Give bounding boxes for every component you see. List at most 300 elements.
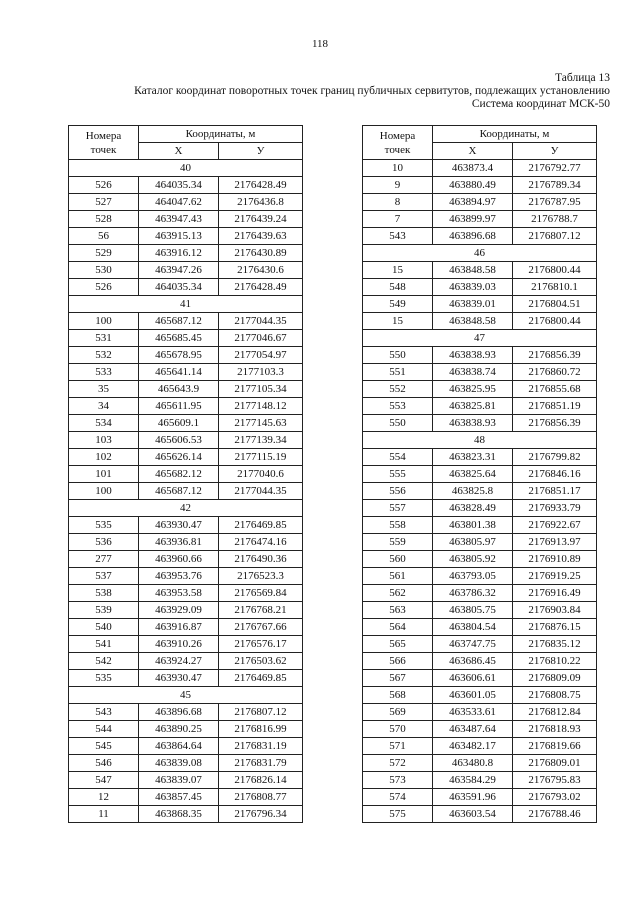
- point-number: 539: [69, 602, 139, 619]
- group-number: 40: [69, 160, 303, 177]
- table-row: [69, 789, 303, 806]
- point-number: 540: [69, 619, 139, 636]
- x-coordinate: 463916.87: [139, 619, 219, 636]
- y-coordinate: 2176792.77: [513, 160, 597, 177]
- table-row: [363, 721, 597, 738]
- x-coordinate: 463804.54: [433, 619, 513, 636]
- y-header: У: [513, 143, 597, 160]
- point-number: 526: [69, 279, 139, 296]
- x-coordinate: 465641.14: [139, 364, 219, 381]
- point-number: 551: [363, 364, 433, 381]
- point-number: 535: [69, 670, 139, 687]
- point-number-header-line2: точек: [90, 143, 117, 156]
- point-number: 546: [69, 755, 139, 772]
- table-row: [69, 602, 303, 619]
- y-coordinate: 2176835.12: [513, 636, 597, 653]
- y-coordinate: 2176922.67: [513, 517, 597, 534]
- table-row: [363, 194, 597, 211]
- y-coordinate: 2176490.36: [219, 551, 303, 568]
- table-row: [363, 653, 597, 670]
- x-coordinate: 465626.14: [139, 449, 219, 466]
- x-coordinate: 463890.25: [139, 721, 219, 738]
- x-coordinate: 463947.26: [139, 262, 219, 279]
- y-coordinate: 2176796.34: [219, 806, 303, 823]
- x-coordinate: 463896.68: [139, 704, 219, 721]
- y-coordinate: 2176903.84: [513, 602, 597, 619]
- y-coordinate: 2176808.77: [219, 789, 303, 806]
- y-coordinate: 2176439.63: [219, 228, 303, 245]
- y-coordinate: 2176430.6: [219, 262, 303, 279]
- x-coordinate: 463924.27: [139, 653, 219, 670]
- y-coordinate: 2177115.19: [219, 449, 303, 466]
- table-row: [69, 313, 303, 330]
- y-coordinate: 2176919.25: [513, 568, 597, 585]
- x-coordinate: 465643.9: [139, 381, 219, 398]
- header-row: [363, 126, 597, 143]
- group-title-row: [69, 500, 303, 517]
- table-row: [69, 704, 303, 721]
- table-row: [69, 534, 303, 551]
- table-row: [69, 245, 303, 262]
- point-number-header-line1: Номера: [379, 129, 416, 142]
- table-row: [363, 364, 597, 381]
- x-coordinate: 463838.74: [433, 364, 513, 381]
- y-coordinate: 2176799.82: [513, 449, 597, 466]
- x-coordinate: 463838.93: [433, 347, 513, 364]
- y-coordinate: 2176807.12: [219, 704, 303, 721]
- y-coordinate: 2176812.84: [513, 704, 597, 721]
- table-row: [363, 160, 597, 177]
- point-number: 530: [69, 262, 139, 279]
- y-coordinate: 2176916.49: [513, 585, 597, 602]
- x-coordinate: 463894.97: [433, 194, 513, 211]
- y-coordinate: 2176569.84: [219, 585, 303, 602]
- point-number: 555: [363, 466, 433, 483]
- point-number: 102: [69, 449, 139, 466]
- point-number: 550: [363, 347, 433, 364]
- table-row: [363, 704, 597, 721]
- table-row: [69, 585, 303, 602]
- x-coordinate: 465687.12: [139, 483, 219, 500]
- point-number: 567: [363, 670, 433, 687]
- point-number: 570: [363, 721, 433, 738]
- y-coordinate: 2176856.39: [513, 347, 597, 364]
- point-number: 545: [69, 738, 139, 755]
- table-row: [69, 432, 303, 449]
- y-coordinate: 2177044.35: [219, 313, 303, 330]
- table-row: [363, 296, 597, 313]
- y-coordinate: 2176818.93: [513, 721, 597, 738]
- y-coordinate: 2176768.21: [219, 602, 303, 619]
- point-number: 527: [69, 194, 139, 211]
- coordinates-header: Координаты, м: [433, 126, 597, 143]
- point-number: 568: [363, 687, 433, 704]
- point-number: 56: [69, 228, 139, 245]
- x-coordinate: 464047.62: [139, 194, 219, 211]
- point-number: 532: [69, 347, 139, 364]
- table-row: [363, 483, 597, 500]
- table-row: [69, 466, 303, 483]
- x-coordinate: 463838.93: [433, 415, 513, 432]
- table-row: [69, 262, 303, 279]
- x-coordinate: 463601.05: [433, 687, 513, 704]
- y-coordinate: 2176503.62: [219, 653, 303, 670]
- header-row: [69, 126, 303, 143]
- table-row: [69, 806, 303, 823]
- x-coordinate: 463896.68: [433, 228, 513, 245]
- point-number: 100: [69, 483, 139, 500]
- x-coordinate: 463910.26: [139, 636, 219, 653]
- table-row: [69, 738, 303, 755]
- y-coordinate: 2176474.16: [219, 534, 303, 551]
- x-coordinate: 465678.95: [139, 347, 219, 364]
- x-coordinate: 463805.97: [433, 534, 513, 551]
- table-row: [69, 772, 303, 789]
- y-coordinate: 2177046.67: [219, 330, 303, 347]
- table-row: [363, 466, 597, 483]
- y-coordinate: 2176787.95: [513, 194, 597, 211]
- point-number-header: [69, 126, 139, 160]
- point-number: 533: [69, 364, 139, 381]
- table-row: [69, 449, 303, 466]
- y-coordinate: 2176808.75: [513, 687, 597, 704]
- y-coordinate: 2176789.34: [513, 177, 597, 194]
- y-coordinate: 2177139.34: [219, 432, 303, 449]
- point-number: 537: [69, 568, 139, 585]
- point-number: 566: [363, 653, 433, 670]
- y-coordinate: 2176795.83: [513, 772, 597, 789]
- x-coordinate: 463825.64: [433, 466, 513, 483]
- y-coordinate: 2176469.85: [219, 517, 303, 534]
- x-coordinate: 463839.03: [433, 279, 513, 296]
- point-number: 10: [363, 160, 433, 177]
- group-title-row: [69, 296, 303, 313]
- table-row: [363, 551, 597, 568]
- y-coordinate: 2176428.49: [219, 279, 303, 296]
- table-row: [69, 194, 303, 211]
- y-coordinate: 2176809.09: [513, 670, 597, 687]
- x-coordinate: 463825.95: [433, 381, 513, 398]
- table-row: [69, 330, 303, 347]
- point-number: 535: [69, 517, 139, 534]
- group-number: 41: [69, 296, 303, 313]
- x-coordinate: 463880.49: [433, 177, 513, 194]
- y-coordinate: 2177145.63: [219, 415, 303, 432]
- x-header: X: [139, 143, 219, 160]
- y-coordinate: 2176439.24: [219, 211, 303, 228]
- coordinate-system: Система координат МСК-50: [471, 98, 610, 110]
- point-number: 11: [69, 806, 139, 823]
- y-coordinate: 2176576.17: [219, 636, 303, 653]
- y-coordinate: 2176428.49: [219, 177, 303, 194]
- y-coordinate: 2176851.19: [513, 398, 597, 415]
- x-coordinate: 463533.61: [433, 704, 513, 721]
- y-coordinate: 2176788.46: [513, 806, 597, 823]
- table-row: [69, 636, 303, 653]
- table-row: [69, 415, 303, 432]
- x-coordinate: 463899.97: [433, 211, 513, 228]
- y-coordinate: 2176469.85: [219, 670, 303, 687]
- x-coordinate: 465682.12: [139, 466, 219, 483]
- point-number: 565: [363, 636, 433, 653]
- y-coordinate: 2176831.19: [219, 738, 303, 755]
- point-number: 558: [363, 517, 433, 534]
- point-number: 529: [69, 245, 139, 262]
- coordinates-header: Координаты, м: [139, 126, 303, 143]
- y-coordinate: 2176876.15: [513, 619, 597, 636]
- point-number: 553: [363, 398, 433, 415]
- page-number: 118: [311, 38, 329, 50]
- point-number-header-line2: точек: [384, 143, 411, 156]
- point-number: 34: [69, 398, 139, 415]
- point-number: 547: [69, 772, 139, 789]
- y-coordinate: 2176523.3: [219, 568, 303, 585]
- table-row: [69, 279, 303, 296]
- point-number: 549: [363, 296, 433, 313]
- x-coordinate: 463947.43: [139, 211, 219, 228]
- table-row: [69, 551, 303, 568]
- x-coordinate: 465611.95: [139, 398, 219, 415]
- y-coordinate: 2176800.44: [513, 313, 597, 330]
- point-number: 538: [69, 585, 139, 602]
- table-row: [363, 619, 597, 636]
- table-row: [363, 228, 597, 245]
- group-number: 47: [363, 330, 597, 347]
- table-row: [363, 670, 597, 687]
- table-row: [69, 755, 303, 772]
- x-coordinate: 463603.54: [433, 806, 513, 823]
- group-number: 42: [69, 500, 303, 517]
- y-coordinate: 2176846.16: [513, 466, 597, 483]
- point-number: 560: [363, 551, 433, 568]
- table-row: [363, 534, 597, 551]
- point-number: 569: [363, 704, 433, 721]
- y-coordinate: 2176816.99: [219, 721, 303, 738]
- table-row: [363, 347, 597, 364]
- table-row: [363, 789, 597, 806]
- table-row: [363, 772, 597, 789]
- y-coordinate: 2176860.72: [513, 364, 597, 381]
- x-coordinate: 463857.45: [139, 789, 219, 806]
- point-number: 544: [69, 721, 139, 738]
- y-coordinate: 2177103.3: [219, 364, 303, 381]
- y-header: У: [219, 143, 303, 160]
- table-row: [363, 449, 597, 466]
- point-number: 100: [69, 313, 139, 330]
- point-number: 542: [69, 653, 139, 670]
- point-number: 562: [363, 585, 433, 602]
- x-coordinate: 463960.66: [139, 551, 219, 568]
- point-number: 536: [69, 534, 139, 551]
- y-coordinate: 2176807.12: [513, 228, 597, 245]
- point-number: 277: [69, 551, 139, 568]
- y-coordinate: 2176856.39: [513, 415, 597, 432]
- x-coordinate: 463930.47: [139, 517, 219, 534]
- group-title-row: [363, 330, 597, 347]
- point-number: 559: [363, 534, 433, 551]
- x-header: X: [433, 143, 513, 160]
- x-coordinate: 463828.49: [433, 500, 513, 517]
- x-coordinate: 465609.1: [139, 415, 219, 432]
- y-coordinate: 2176910.89: [513, 551, 597, 568]
- y-coordinate: 2177148.12: [219, 398, 303, 415]
- y-coordinate: 2177040.6: [219, 466, 303, 483]
- y-coordinate: 2177105.34: [219, 381, 303, 398]
- point-number: 563: [363, 602, 433, 619]
- x-coordinate: 463916.12: [139, 245, 219, 262]
- x-coordinate: 463929.09: [139, 602, 219, 619]
- x-coordinate: 463747.75: [433, 636, 513, 653]
- table-row: [363, 755, 597, 772]
- point-number: 557: [363, 500, 433, 517]
- table-row: [363, 279, 597, 296]
- table-row: [363, 313, 597, 330]
- table-row: [363, 517, 597, 534]
- point-number: 575: [363, 806, 433, 823]
- point-number-header-line1: Номера: [85, 129, 122, 142]
- x-coordinate: 463953.58: [139, 585, 219, 602]
- table-row: [69, 228, 303, 245]
- y-coordinate: 2176804.51: [513, 296, 597, 313]
- x-coordinate: 465606.53: [139, 432, 219, 449]
- point-number: 103: [69, 432, 139, 449]
- table-label: Таблица 13: [555, 72, 610, 84]
- point-number: 564: [363, 619, 433, 636]
- x-coordinate: 463482.17: [433, 738, 513, 755]
- coordinates-table-left: [68, 125, 303, 823]
- point-number: 15: [363, 313, 433, 330]
- table-row: [69, 517, 303, 534]
- table-row: [69, 619, 303, 636]
- group-title-row: [363, 432, 597, 449]
- y-coordinate: 2176819.66: [513, 738, 597, 755]
- point-number: 573: [363, 772, 433, 789]
- x-coordinate: 464035.34: [139, 177, 219, 194]
- x-coordinate: 464035.34: [139, 279, 219, 296]
- table-row: [363, 568, 597, 585]
- y-coordinate: 2176436.8: [219, 194, 303, 211]
- point-number: 543: [69, 704, 139, 721]
- y-coordinate: 2176810.1: [513, 279, 597, 296]
- x-coordinate: 463825.81: [433, 398, 513, 415]
- x-coordinate: 463839.08: [139, 755, 219, 772]
- table-row: [69, 483, 303, 500]
- point-number: 552: [363, 381, 433, 398]
- y-coordinate: 2176933.79: [513, 500, 597, 517]
- y-coordinate: 2176793.02: [513, 789, 597, 806]
- point-number-header: [363, 126, 433, 160]
- point-number: 561: [363, 568, 433, 585]
- point-number: 7: [363, 211, 433, 228]
- table-row: [69, 381, 303, 398]
- table-row: [69, 653, 303, 670]
- table-row: [363, 381, 597, 398]
- point-number: 548: [363, 279, 433, 296]
- x-coordinate: 463591.96: [433, 789, 513, 806]
- y-coordinate: 2176851.17: [513, 483, 597, 500]
- x-coordinate: 463936.81: [139, 534, 219, 551]
- point-number: 101: [69, 466, 139, 483]
- point-number: 571: [363, 738, 433, 755]
- group-number: 48: [363, 432, 597, 449]
- point-number: 9: [363, 177, 433, 194]
- document-title: Каталог координат поворотных точек границ публичных сервитутов, подлежащих установлению: [134, 85, 610, 97]
- y-coordinate: 2176855.68: [513, 381, 597, 398]
- x-coordinate: 463825.8: [433, 483, 513, 500]
- group-title-row: [69, 160, 303, 177]
- x-coordinate: 463805.92: [433, 551, 513, 568]
- group-title-row: [363, 245, 597, 262]
- x-coordinate: 463873.4: [433, 160, 513, 177]
- y-coordinate: 2176831.79: [219, 755, 303, 772]
- y-coordinate: 2176809.01: [513, 755, 597, 772]
- point-number: 528: [69, 211, 139, 228]
- table-row: [69, 211, 303, 228]
- table-row: [363, 177, 597, 194]
- x-coordinate: 463584.29: [433, 772, 513, 789]
- y-coordinate: 2176788.7: [513, 211, 597, 228]
- point-number: 541: [69, 636, 139, 653]
- x-coordinate: 463606.61: [433, 670, 513, 687]
- x-coordinate: 463953.76: [139, 568, 219, 585]
- y-coordinate: 2176810.22: [513, 653, 597, 670]
- x-coordinate: 465687.12: [139, 313, 219, 330]
- x-coordinate: 463487.64: [433, 721, 513, 738]
- x-coordinate: 463839.07: [139, 772, 219, 789]
- point-number: 574: [363, 789, 433, 806]
- x-coordinate: 463848.58: [433, 262, 513, 279]
- x-coordinate: 463793.05: [433, 568, 513, 585]
- table-row: [363, 806, 597, 823]
- y-coordinate: 2176826.14: [219, 772, 303, 789]
- x-coordinate: 463915.13: [139, 228, 219, 245]
- x-coordinate: 463805.75: [433, 602, 513, 619]
- table-row: [69, 568, 303, 585]
- x-coordinate: 463786.32: [433, 585, 513, 602]
- group-number: 46: [363, 245, 597, 262]
- x-coordinate: 463823.31: [433, 449, 513, 466]
- y-coordinate: 2176767.66: [219, 619, 303, 636]
- x-coordinate: 463864.64: [139, 738, 219, 755]
- table-row: [363, 738, 597, 755]
- point-number: 12: [69, 789, 139, 806]
- x-coordinate: 463801.38: [433, 517, 513, 534]
- point-number: 15: [363, 262, 433, 279]
- point-number: 8: [363, 194, 433, 211]
- table-row: [69, 721, 303, 738]
- table-row: [363, 687, 597, 704]
- group-number: 45: [69, 687, 303, 704]
- table-row: [363, 415, 597, 432]
- x-coordinate: 463848.58: [433, 313, 513, 330]
- point-number: 534: [69, 415, 139, 432]
- y-coordinate: 2176800.44: [513, 262, 597, 279]
- x-coordinate: 465685.45: [139, 330, 219, 347]
- table-row: [363, 500, 597, 517]
- coordinates-table-right: [362, 125, 597, 823]
- point-number: 556: [363, 483, 433, 500]
- point-number: 550: [363, 415, 433, 432]
- table-row: [69, 347, 303, 364]
- table-row: [363, 602, 597, 619]
- table-row: [69, 670, 303, 687]
- y-coordinate: 2177044.35: [219, 483, 303, 500]
- x-coordinate: 463839.01: [433, 296, 513, 313]
- point-number: 531: [69, 330, 139, 347]
- table-row: [69, 364, 303, 381]
- x-coordinate: 463930.47: [139, 670, 219, 687]
- x-coordinate: 463868.35: [139, 806, 219, 823]
